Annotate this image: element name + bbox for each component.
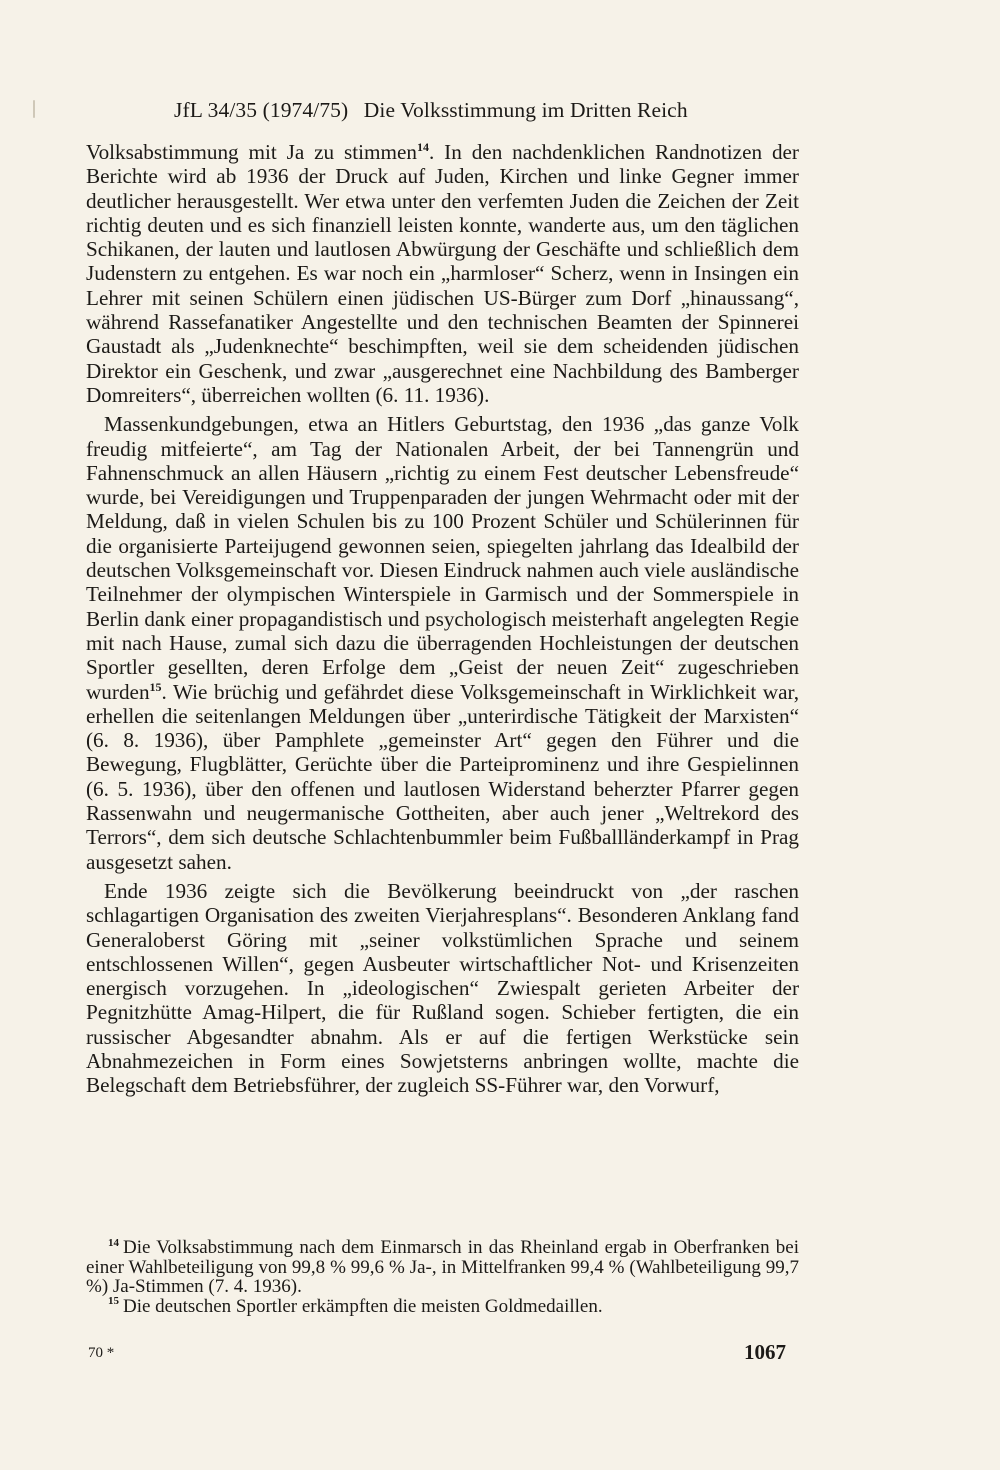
paragraph-2-part-a: Massenkundgebungen, etwa an Hitlers Geburtstag, den 1936 „das ganze Volk freudig mitfeierte“, am Tag der Nationalen Arbeit, der bei Tannengrün und Fahnenschmuck an allen Häusern „richtig zu einem Fest deutscher Lebensfreude“ wurde, bei Vereidigungen und Truppenparaden der jungen Wehrmacht oder mit der Meldung, daß in vielen Schulen bis zu 100 Prozent Schüler und Schülerinnen für die organisierte Parteijugend gewonnen seien, spiegelten jahrlang das Idealbild der deutschen Volksgemeinschaft vor. Diesen Eindruck nahmen auch viele ausländische Teilnehmer der olympischen Winterspiele in Garmisch und der Sommerspiele in Berlin dank einer propagandistisch und psychologisch meisterhaft angelegten Regie mit nach Hause, zumal sich dazu die überragenden Hochleistungen der deutschen Sportler gesellten, deren Erfolge dem „Geist der neuen Zeit“ zugeschrieben wurden: [86, 412, 799, 704]
sheet-signature: 70 *: [88, 1345, 115, 1361]
footnote-14: [86, 1238, 799, 1297]
footnote-text: Die Volksabstimmung nach dem Einmarsch in das Rheinland ergab in Oberfranken bei einer Wahlbeteiligung von 99,8 % 99,6 % Ja-, in Mittelfranken 99,4 % (Wahlbeteiligung 99,7 %) Ja-Stimmen (7. 4. 1936).: [86, 1237, 799, 1297]
footnote-number: 15: [108, 1295, 119, 1308]
body-text: [86, 140, 799, 1103]
article-title: Die Volksstimmung im Dritten Reich: [363, 98, 688, 122]
page-number: 1067: [744, 1340, 786, 1364]
paragraph-2-part-b: . Wie brüchig und gefährdet diese Volksgemeinschaft in Wirklichkeit war, erhellen die seitenlangen Meldungen über „unterirdische Tätigkeit der Marxisten“ (6. 8. 1936), über Pamphlete „gemeinster Art“ gegen den Führer und die Bewegung, Flugblätter, Gerüchte über die Parteiprominenz und ihre Gespielinnen (6. 5. 1936), über den offenen und lautlosen Widerstand beherzter Pfarrer gegen Rassenwahn und neugermanische Gottheiten, aber auch jener „Weltrekord des Terrors“, dem sich deutsche Schlachtenbummler beim Fußballländerkampf in Prag ausgesetzt sahen.: [86, 679, 799, 874]
footnote-ref-15: 15: [149, 679, 162, 694]
paragraph-2: [86, 412, 799, 874]
footnote-15: [86, 1297, 799, 1317]
footnote-number: 14: [108, 1236, 119, 1249]
journal-citation: JfL 34/35 (1974/75): [174, 98, 349, 122]
footnotes: [86, 1238, 799, 1316]
footnote-ref-14: 14: [417, 139, 430, 154]
paragraph-1-part-b: . In den nachdenklichen Randnotizen der Berichte wird ab 1936 der Druck auf Juden, Kirchen und linke Gegner immer deutlicher herausgestellt. Wer etwa unter den verfemten Juden die Zeichen der Zeit richtig deuten und es sich finanziell leisten konnte, wanderte aus, um den täglichen Schikanen, der lauten und lautlosen Abwürgung der Geschäfte und schließlich dem Judenstern zu entgehen. Es war noch ein „harmloser“ Scherz, wenn in Insingen ein Lehrer mit seinen Schülern einen jüdischen US-Bürger zum Dorf „hinaussang“, während Rassefanatiker Angestellte und den technischen Beamten der Spinnerei Gaustadt als „Judenknechte“ beschimpften, weil sie dem scheidenden jüdischen Direktor ein Geschenk, und zwar „ausgerechnet eine Nachbildung des Bamberger Domreiters“, überreichen wollten (6. 11. 1936).: [86, 140, 799, 407]
paragraph-3: Ende 1936 zeigte sich die Bevölkerung beeindruckt von „der raschen schlagartigen Organisation des zweiten Vierjahresplans“. Besonderen Anklang fand Generaloberst Göring mit „seiner volkstümlichen Sprache und seinem entschlossenen Willen“, gegen Ausbeuter wirtschaftlicher Not- und Krisenzeiten energisch vorzugehen. In „ideologischen“ Zwiespalt gerieten Arbeiter der Pegnitzhütte Amag-Hilpert, die für Rußland sogen. Schieber fertigten, die ein russischer Abgesandter abnahm. Als er auf die fertigen Werkstücke sein Abnahmezeichen in Form eines Sowjetsterns anbringen wollte, machte die Belegschaft dem Betriebsführer, der zugleich SS-Führer war, den Vorwurf,: [86, 878, 799, 1098]
paragraph-1: [86, 140, 799, 407]
margin-mark: [33, 100, 35, 118]
running-head: [174, 96, 734, 124]
paragraph-1-part-a: Volksabstimmung mit Ja zu stimmen: [86, 140, 418, 164]
footnote-text: Die deutschen Sportler erkämpften die meisten Goldmedaillen.: [123, 1295, 603, 1317]
